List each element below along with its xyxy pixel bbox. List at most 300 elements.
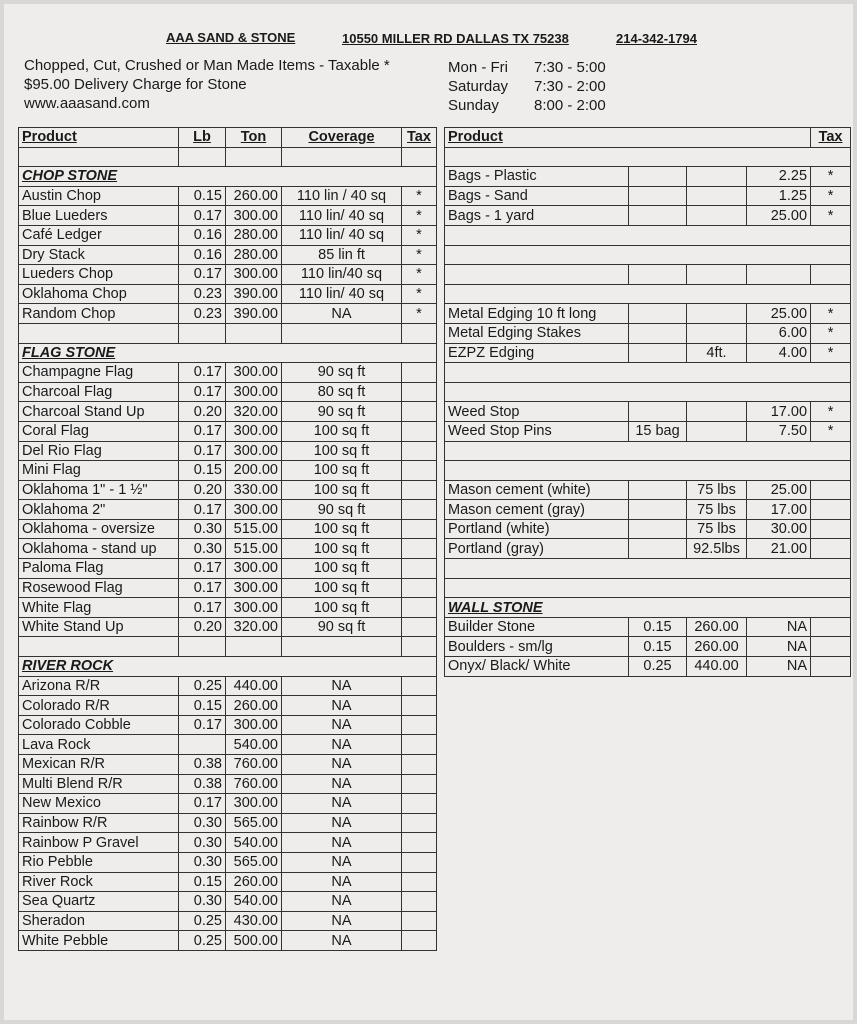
size [687,206,747,226]
empty-cell [179,323,226,343]
column-header: Tax [402,128,437,148]
coverage: 90 sq ft [282,617,402,637]
product-name: Rio Pebble [19,852,179,872]
price-sheet [4,4,853,1020]
table-row [19,794,437,814]
empty-cell [402,637,437,657]
tax-flag [402,696,437,716]
price: 1.25 [747,186,811,206]
tax-flag [402,382,437,402]
tax-flag [402,735,437,755]
table-row [19,186,437,206]
product-name: Boulders - sm/lg [445,637,629,657]
coverage: 90 sq ft [282,363,402,383]
detail [629,304,687,324]
coverage: NA [282,715,402,735]
coverage: NA [282,676,402,696]
table-row [19,421,437,441]
tax-flag [402,539,437,559]
tax-flag [402,461,437,481]
tax-flag [402,480,437,500]
spacer-row [445,441,851,461]
tax-flag [402,833,437,853]
product-name: Onyx/ Black/ White [445,657,629,677]
coverage: NA [282,755,402,775]
price-lb: 0.15 [179,872,226,892]
coverage: NA [282,833,402,853]
product-name: Rainbow R/R [19,813,179,833]
price [747,265,811,285]
price-lb: 0.17 [179,206,226,226]
table-row [445,323,851,343]
size: 75 lbs [687,519,747,539]
product-name: Colorado R/R [19,696,179,716]
price-lb: 0.17 [179,794,226,814]
detail [629,480,687,500]
detail [629,539,687,559]
company-phone: 214-342-1794 [616,31,697,46]
empty-cell [226,637,282,657]
size [687,323,747,343]
price-ton: 280.00 [226,225,282,245]
price-lb: 0.16 [179,225,226,245]
tax-flag [402,755,437,775]
table-row [445,480,851,500]
hours-row [448,58,606,77]
size: 92.5lbs [687,539,747,559]
tax-flag: * [811,186,851,206]
tax-flag [811,539,851,559]
store-hours [448,58,606,115]
table-row [445,637,851,657]
product-name: Oklahoma 2" [19,500,179,520]
tax-flag: * [811,206,851,226]
coverage: NA [282,872,402,892]
tax-flag [402,813,437,833]
product-name: Bags - Plastic [445,167,629,187]
product-name: Austin Chop [19,186,179,206]
product-name: Café Ledger [19,225,179,245]
table-row [19,578,437,598]
price-lb: 0.20 [179,617,226,637]
hours-day: Mon - Fri [448,59,508,76]
empty-cell [179,637,226,657]
price: 21.00 [747,539,811,559]
price-lb: 0.30 [179,539,226,559]
price-lb: 0.25 [179,676,226,696]
price-ton: 320.00 [226,617,282,637]
price-ton: 540.00 [226,892,282,912]
detail [629,500,687,520]
table-row [19,892,437,912]
product-name [445,265,629,285]
size: 75 lbs [687,480,747,500]
section-row [19,657,437,677]
hours-day: Saturday [448,78,509,95]
product-name: Builder Stone [445,617,629,637]
empty-cell [19,147,179,167]
table-row [19,774,437,794]
tax-flag [402,852,437,872]
spacer-row [445,147,851,167]
section-title: FLAG STONE [19,343,437,363]
spacer-row [19,323,437,343]
stone-price-table [18,127,437,951]
price-lb: 0.16 [179,245,226,265]
size [687,186,747,206]
table-row [19,872,437,892]
empty-cell [445,225,851,245]
product-name: Weed Stop Pins [445,421,629,441]
price-ton: 280.00 [226,245,282,265]
tax-flag [811,519,851,539]
size [687,402,747,422]
coverage: NA [282,696,402,716]
product-name: Mini Flag [19,461,179,481]
product-name: White Stand Up [19,617,179,637]
product-name: Mason cement (white) [445,480,629,500]
size: 260.00 [687,617,747,637]
price-lb: 0.23 [179,284,226,304]
product-name: Lava Rock [19,735,179,755]
price-ton: 260.00 [226,186,282,206]
tax-flag [402,598,437,618]
tax-flag: * [402,265,437,285]
spacer-row [445,461,851,481]
empty-cell [179,147,226,167]
section-title: WALL STONE [445,598,851,618]
coverage: 100 sq ft [282,441,402,461]
tax-flag [811,657,851,677]
price-lb: 0.15 [179,696,226,716]
price-lb: 0.17 [179,500,226,520]
empty-cell [282,637,402,657]
product-name: Weed Stop [445,402,629,422]
table-row [445,186,851,206]
coverage: 100 sq ft [282,421,402,441]
coverage: 100 sq ft [282,559,402,579]
price-lb: 0.17 [179,363,226,383]
price-lb: 0.38 [179,774,226,794]
coverage: 110 lin / 40 sq [282,186,402,206]
price-lb: 0.17 [179,559,226,579]
column-header: Product [19,128,179,148]
tax-flag [402,617,437,637]
coverage: NA [282,813,402,833]
product-name: Oklahoma - stand up [19,539,179,559]
product-name: White Flag [19,598,179,618]
product-name: Metal Edging 10 ft long [445,304,629,324]
table-row [19,245,437,265]
table-row [19,363,437,383]
empty-cell [226,323,282,343]
table-row [445,343,851,363]
tax-flag [402,402,437,422]
product-name: Sea Quartz [19,892,179,912]
size: 4ft. [687,343,747,363]
product-name: Multi Blend R/R [19,774,179,794]
tax-flag: * [402,206,437,226]
price: 17.00 [747,500,811,520]
table-row [445,519,851,539]
product-name: Del Rio Flag [19,441,179,461]
price-lb: 0.17 [179,715,226,735]
coverage: NA [282,892,402,912]
table-row [445,421,851,441]
table-row [19,735,437,755]
price-ton: 300.00 [226,382,282,402]
hours-time: 8:00 - 2:00 [534,97,606,114]
price-lb: 0.25 [179,911,226,931]
price-lb: 0.30 [179,892,226,912]
coverage: 85 lin ft [282,245,402,265]
coverage: NA [282,911,402,931]
tax-flag [402,715,437,735]
price: 6.00 [747,323,811,343]
size [687,265,747,285]
hours-time: 7:30 - 5:00 [534,59,606,76]
detail: 0.15 [629,637,687,657]
coverage: NA [282,931,402,951]
column-header: Ton [226,128,282,148]
tax-flag [402,500,437,520]
table-row [19,304,437,324]
empty-cell [445,441,851,461]
tax-flag [402,892,437,912]
spacer-row [19,637,437,657]
price-ton: 300.00 [226,598,282,618]
table-row [445,206,851,226]
tax-flag [811,617,851,637]
tax-flag [402,578,437,598]
tax-flag [402,774,437,794]
price: 7.50 [747,421,811,441]
hours-row [448,77,606,96]
product-name: Oklahoma - oversize [19,519,179,539]
coverage: NA [282,304,402,324]
price-lb: 0.20 [179,402,226,422]
price-ton: 300.00 [226,500,282,520]
product-name: Rosewood Flag [19,578,179,598]
table-row [19,519,437,539]
empty-cell [19,637,179,657]
empty-cell [19,323,179,343]
table-row [445,657,851,677]
hours-row [448,96,606,115]
price: 25.00 [747,206,811,226]
size: 440.00 [687,657,747,677]
product-name: Charcoal Flag [19,382,179,402]
tax-flag: * [811,402,851,422]
coverage: 80 sq ft [282,382,402,402]
tax-flag: * [402,284,437,304]
table-row [445,265,851,285]
delivery-note: $95.00 Delivery Charge for Stone [24,76,247,93]
spacer-row [445,284,851,304]
price-ton: 300.00 [226,265,282,285]
price-ton: 300.00 [226,206,282,226]
tax-flag [402,441,437,461]
product-name: White Pebble [19,931,179,951]
price-ton: 200.00 [226,461,282,481]
price-ton: 330.00 [226,480,282,500]
price-lb: 0.30 [179,833,226,853]
spacer-row [445,225,851,245]
empty-cell [226,147,282,167]
tax-flag [811,480,851,500]
taxable-note: Chopped, Cut, Crushed or Man Made Items - Taxable * [24,57,390,74]
price: 30.00 [747,519,811,539]
price-lb: 0.15 [179,461,226,481]
product-name: Mason cement (gray) [445,500,629,520]
column-header: Coverage [282,128,402,148]
tax-flag [402,519,437,539]
price: 25.00 [747,480,811,500]
section-row [445,598,851,618]
price: 17.00 [747,402,811,422]
price-ton: 300.00 [226,363,282,383]
price-lb: 0.23 [179,304,226,324]
product-name: Random Chop [19,304,179,324]
detail [629,323,687,343]
size: 260.00 [687,637,747,657]
price: NA [747,637,811,657]
detail [629,402,687,422]
price-ton: 390.00 [226,284,282,304]
coverage: 90 sq ft [282,500,402,520]
price: 2.25 [747,167,811,187]
table-row [19,284,437,304]
company-name: AAA SAND & STONE [166,30,296,45]
coverage: 110 lin/ 40 sq [282,206,402,226]
spacer-row [445,245,851,265]
tax-flag: * [811,323,851,343]
table-row [445,167,851,187]
table-row [19,461,437,481]
empty-cell [445,578,851,598]
tax-flag [402,421,437,441]
price-ton: 300.00 [226,715,282,735]
table-row [19,225,437,245]
price-lb: 0.17 [179,578,226,598]
product-name: Sheradon [19,911,179,931]
tax-flag: * [811,421,851,441]
price-ton: 500.00 [226,931,282,951]
detail: 0.15 [629,617,687,637]
price-ton: 760.00 [226,755,282,775]
price-ton: 300.00 [226,578,282,598]
product-name: Blue Lueders [19,206,179,226]
table-row [445,402,851,422]
tax-flag [402,363,437,383]
price-ton: 515.00 [226,519,282,539]
price-lb: 0.38 [179,755,226,775]
table-row [19,852,437,872]
tax-flag [402,931,437,951]
table-row [19,833,437,853]
price-ton: 540.00 [226,735,282,755]
coverage: 100 sq ft [282,578,402,598]
price-lb: 0.17 [179,265,226,285]
table-row [445,500,851,520]
tax-flag [811,500,851,520]
table-row [445,304,851,324]
price-ton: 390.00 [226,304,282,324]
tax-flag: * [402,304,437,324]
price-ton: 300.00 [226,794,282,814]
column-header: Lb [179,128,226,148]
left-header-row [19,128,437,148]
empty-cell [445,147,851,167]
company-address: 10550 MILLER RD DALLAS TX 75238 [342,31,569,46]
empty-cell [445,363,851,383]
product-name: Lueders Chop [19,265,179,285]
tax-flag [402,872,437,892]
empty-cell [445,559,851,579]
product-name: Charcoal Stand Up [19,402,179,422]
price: 25.00 [747,304,811,324]
hours-time: 7:30 - 2:00 [534,78,606,95]
coverage: 100 sq ft [282,519,402,539]
tax-flag: * [811,343,851,363]
product-name: New Mexico [19,794,179,814]
detail [629,167,687,187]
supplies-price-table [444,127,851,677]
table-row [19,382,437,402]
coverage: 110 lin/ 40 sq [282,225,402,245]
table-row [19,598,437,618]
price-ton: 565.00 [226,813,282,833]
product-name: Colorado Cobble [19,715,179,735]
empty-cell [445,461,851,481]
price-ton: 300.00 [226,441,282,461]
empty-cell [402,147,437,167]
tax-flag: * [402,186,437,206]
spacer-row [445,363,851,383]
table-row [19,696,437,716]
product-name: River Rock [19,872,179,892]
coverage: NA [282,794,402,814]
table-row [19,813,437,833]
price-ton: 760.00 [226,774,282,794]
detail: 15 bag [629,421,687,441]
table-row [445,539,851,559]
coverage: 100 sq ft [282,480,402,500]
price-lb: 0.30 [179,813,226,833]
table-row [19,480,437,500]
spacer-row [19,147,437,167]
price-lb: 0.17 [179,421,226,441]
product-name: Dry Stack [19,245,179,265]
empty-cell [445,284,851,304]
detail [629,206,687,226]
price: 4.00 [747,343,811,363]
website: www.aaasand.com [24,95,150,112]
column-header: Product [445,128,811,148]
coverage: NA [282,852,402,872]
product-name: Metal Edging Stakes [445,323,629,343]
detail [629,343,687,363]
price-lb: 0.17 [179,382,226,402]
empty-cell [282,323,402,343]
section-row [19,343,437,363]
spacer-row [445,559,851,579]
product-name: EZPZ Edging [445,343,629,363]
product-name: Oklahoma 1" - 1 ½" [19,480,179,500]
detail [629,519,687,539]
empty-cell [445,245,851,265]
tax-flag [811,637,851,657]
